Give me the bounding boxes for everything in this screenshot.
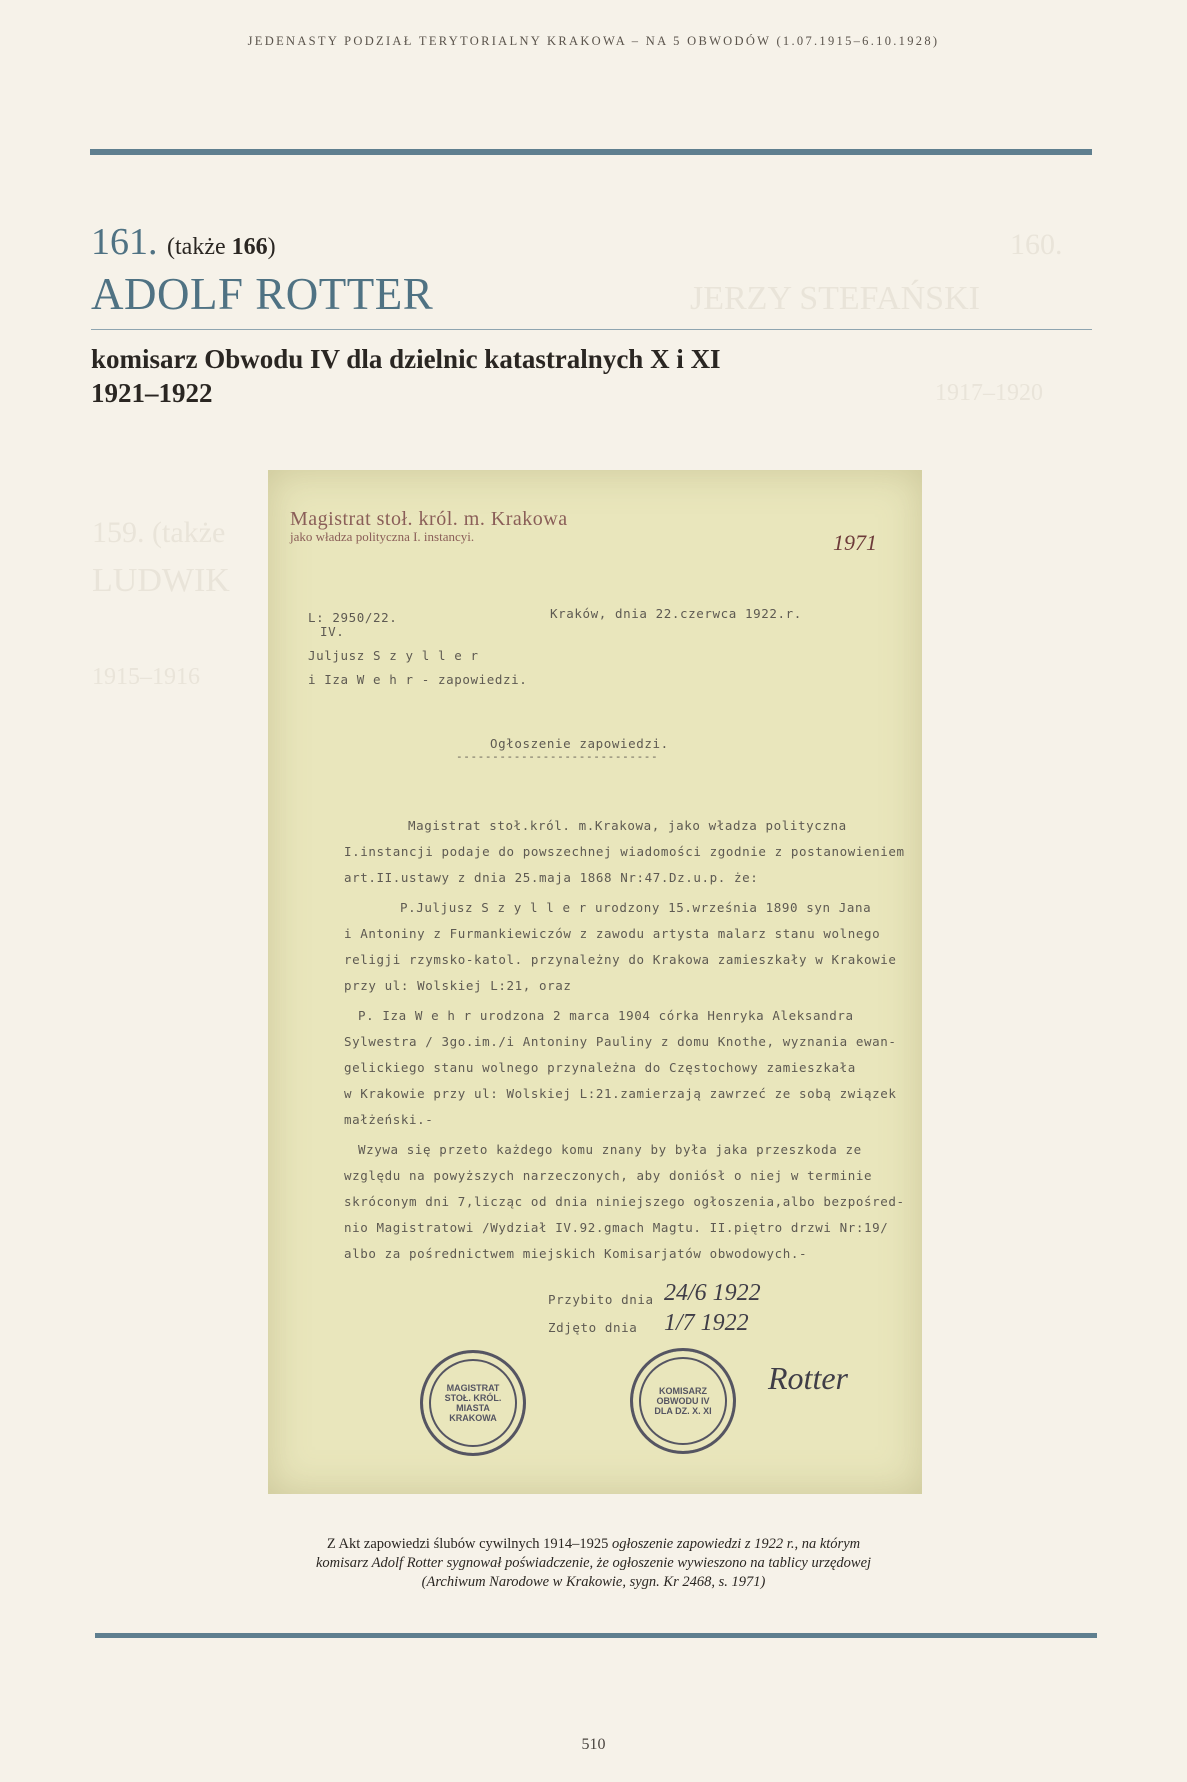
- entry-years: 1921–1922: [91, 378, 213, 408]
- rotter-signature: Rotter: [768, 1360, 848, 1396]
- posted-date-handwritten: 24/6 1922: [664, 1280, 761, 1306]
- doc-addressee-1: Juljusz S z y l l e r: [308, 648, 479, 663]
- doc-body-line: Sylwestra / 3go.im./i Antoniny Pauliny z domu Knothe, wyznania ewan-: [344, 1034, 897, 1049]
- doc-body-line: nio Magistratowi /Wydział IV.92.gmach Magtu. II.piętro drzwi Nr:19/: [344, 1220, 889, 1235]
- entry-number-value: 161.: [91, 221, 158, 263]
- doc-body-line: P. Iza W e h r urodzona 2 marca 1904 córka Henryka Aleksandra: [358, 1008, 854, 1023]
- doc-reference-section: IV.: [320, 624, 345, 639]
- top-rule: [90, 149, 1092, 155]
- title-rule: [91, 329, 1092, 330]
- posted-label: Przybito dnia: [548, 1292, 654, 1307]
- doc-body-line: art.II.ustawy z dnia 25.maja 1868 Nr:47.Dz.u.p. że:: [344, 870, 759, 885]
- entry-also: (także 166): [167, 234, 276, 260]
- figure-caption: [0, 1535, 1187, 1592]
- doc-heading-underline: ----------------------------: [456, 750, 659, 763]
- bleed-through-name: JERZY STEFAŃSKI: [690, 280, 980, 317]
- caption-line-1: Z Akt zapowiedzi ślubów cywilnych 1914–1925 ogłoszenie zapowiedzi z 1922 r., na którym: [326, 1536, 861, 1552]
- doc-addressee-2: i Iza W e h r - zapowiedzi.: [308, 672, 528, 687]
- doc-place-date: Kraków, dnia 22.czerwca 1922.r.: [550, 606, 802, 621]
- magistrate-header-stamp: Magistrat stoł. król. m. Krakowa jako władza polityczna I. instancyi.: [290, 508, 568, 544]
- entry-name: ADOLF ROTTER: [91, 269, 434, 319]
- doc-body-line: P.Juljusz S z y l l e r urodzony 15.września 1890 syn Jana: [400, 900, 872, 915]
- archival-document-photo: [268, 470, 922, 1494]
- doc-body-line: skróconym dni 7,licząc od dnia niniejszego ogłoszenia,albo bezpośred-: [344, 1194, 905, 1209]
- page-number: 510: [581, 1736, 606, 1753]
- bleed-through-years-2: 1915–1916: [92, 664, 200, 690]
- entry-role-text: komisarz Obwodu IV dla dzielnic katastralnych X i XI: [91, 344, 721, 374]
- bleed-through-name-2: LUDWIK: [92, 562, 230, 599]
- entry-also-number: 166: [231, 234, 268, 260]
- caption-line-3: (Archiwum Narodowe w Krakowie, sygn. Kr 2468, s. 1971): [421, 1574, 766, 1590]
- caption-line-2: komisarz Adolf Rotter sygnował poświadczenie, że ogłoszenie wywieszono na tablicy urzędowej: [315, 1555, 872, 1571]
- entry-number: [91, 220, 276, 264]
- doc-body-line: Wzywa się przeto każdego komu znany by była jaka przeszkoda ze: [358, 1142, 862, 1157]
- doc-body-line: przy ul: Wolskiej L:21, oraz: [344, 978, 572, 993]
- bottom-rule: [95, 1633, 1097, 1638]
- doc-body-line: względu na powyższych narzeczonych, aby doniósł o niej w terminie: [344, 1168, 873, 1183]
- removed-date-handwritten: 1/7 1922: [664, 1310, 749, 1336]
- bleed-through-years: 1917–1920: [935, 380, 1043, 406]
- doc-heading: Ogłoszenie zapowiedzi.: [490, 736, 669, 751]
- running-head: JEDENASTY PODZIAŁ TERYTORIALNY KRAKOWA – NA 5 OBWODÓW (1.07.1915–6.10.1928): [247, 34, 940, 48]
- doc-body-line: w Krakowie przy ul: Wolskiej L:21.zamierzają zawrzeć ze sobą związek: [344, 1086, 897, 1101]
- doc-body-line: albo za pośrednictwem miejskich Komisarjatów obwodowych.-: [344, 1246, 808, 1261]
- doc-body-line: religji rzymsko-katol. przynależny do Krakowa zamieszkały w Krakowie: [344, 952, 897, 967]
- doc-body-line: gelickiego stanu wolnego przynależna do Częstochowy zamieszkała: [344, 1060, 856, 1075]
- archive-page-number: 1971: [833, 530, 877, 555]
- doc-body-line: małżeński.-: [344, 1112, 434, 1127]
- doc-body-line: Magistrat stoł.król. m.Krakowa, jako władza polityczna: [408, 818, 847, 833]
- entry-role: [91, 342, 721, 410]
- doc-reference-number: L: 2950/22.: [308, 610, 398, 625]
- magistrate-seal: MAGISTRAT STOŁ. KRÓL. MIASTA KRAKOWA: [420, 1350, 526, 1456]
- bleed-through-number-2: 159. (także: [92, 516, 226, 549]
- doc-body-line: I.instancji podaje do powszechnej wiadomości zgodnie z postanowieniem: [344, 844, 905, 859]
- bleed-through-number: 160.: [1010, 228, 1063, 261]
- doc-body-line: i Antoniny z Furmankiewiczów z zawodu artysta malarz stanu wolnego: [344, 926, 881, 941]
- district-commissioner-seal: KOMISARZ OBWODU IV DLA DZ. X. XI: [630, 1348, 736, 1454]
- removed-label: Zdjęto dnia: [548, 1320, 638, 1335]
